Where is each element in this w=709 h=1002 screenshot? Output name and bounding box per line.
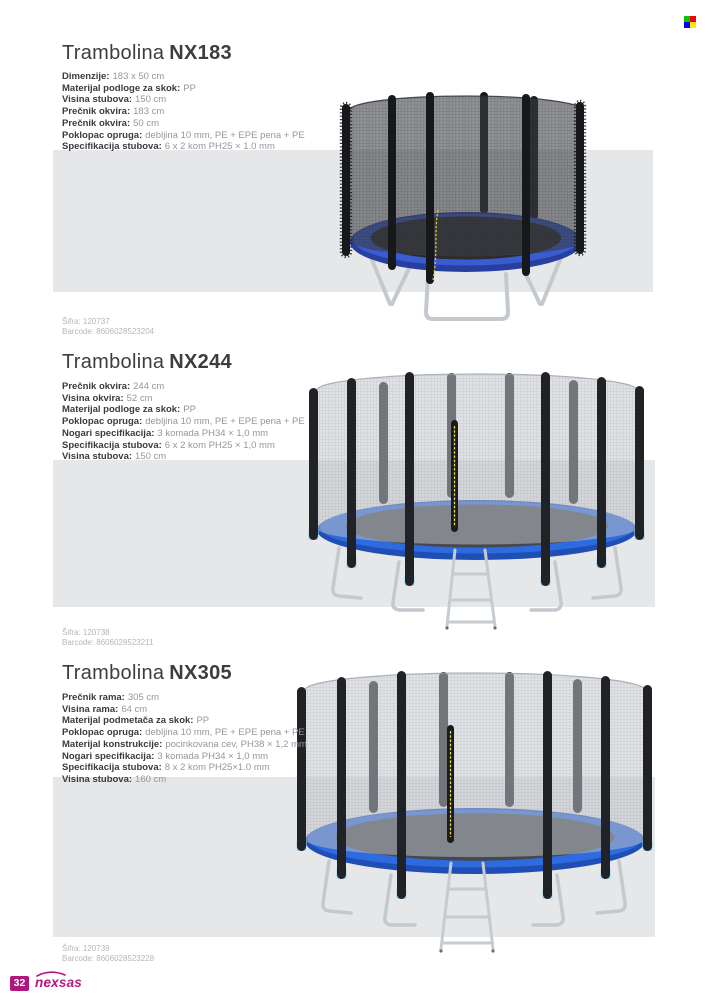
spec-label: Visina okvira: — [62, 392, 124, 404]
spec-label: Materijal podloge za skok: — [62, 404, 181, 416]
barcode-label: Barcode: — [62, 638, 95, 647]
spec-row — [62, 393, 305, 405]
spec-label: Visina rama: — [62, 703, 119, 715]
logo-square-yellow-icon — [690, 22, 696, 28]
code-value: 120739 — [82, 944, 110, 953]
product-title-nx244 — [62, 351, 232, 374]
spec-value: pocinkovana cev, PH38 × 1,2 mm — [165, 738, 307, 750]
code-value: 120738 — [82, 628, 110, 637]
spec-value: PP — [183, 404, 196, 416]
product-title-prefix: Trambolina — [62, 42, 165, 64]
spec-row — [62, 118, 305, 130]
spec-value: 6 x 2 kom PH25 × 1.0 mm — [164, 141, 275, 153]
spec-label: Specifikacija stubova: — [62, 439, 162, 451]
spec-value: debljina 10 mm, PE + EPE pena + PE — [145, 727, 305, 739]
spec-label: Poklopac opruga: — [62, 416, 143, 428]
spec-row — [62, 692, 307, 704]
spec-label: Prečnik rama: — [62, 692, 125, 703]
spec-row — [62, 774, 307, 786]
spec-value: 150 cm — [135, 451, 167, 463]
spec-label: Poklopac opruga: — [62, 727, 143, 739]
spec-row — [62, 71, 305, 83]
product-model: NX305 — [169, 662, 232, 684]
trampoline-image-nx183 — [334, 92, 598, 326]
spec-label: Nogari specifikacija: — [62, 427, 155, 439]
spec-row — [62, 141, 305, 153]
product-title-prefix: Trambolina — [62, 662, 165, 684]
page-number: 32 — [10, 976, 29, 991]
spec-row — [62, 381, 305, 393]
spec-label: Nogari specifikacija: — [62, 750, 155, 762]
barcode-label: Barcode: — [62, 327, 95, 336]
spec-label: Prečnik okvira: — [62, 381, 131, 392]
spec-label: Prečnik okvira: — [62, 106, 131, 118]
barcode-label: Barcode: — [62, 954, 95, 963]
spec-row — [62, 404, 305, 416]
spec-row — [62, 106, 305, 118]
spec-label: Materijal podmetača za skok: — [62, 715, 194, 727]
product-model: NX183 — [169, 42, 232, 64]
spec-label: Poklopac opruga: — [62, 129, 143, 141]
spec-row — [62, 416, 305, 428]
spec-value: PP — [196, 715, 210, 727]
spec-label: Prečnik okvira: — [62, 117, 131, 129]
product-title-nx183 — [62, 42, 232, 65]
spec-value: 244 cm — [133, 381, 165, 392]
code-block-nx305 — [62, 944, 154, 964]
spec-list-nx305 — [62, 692, 307, 786]
spec-row — [62, 83, 305, 95]
code-label: Šifra: — [62, 317, 81, 326]
barcode-value: 8606028523211 — [96, 638, 154, 647]
brand-logo — [35, 975, 82, 990]
spec-value: 160 cm — [135, 773, 167, 785]
spec-value: 8 x 2 kom PH25×1.0 mm — [164, 762, 270, 774]
product-title-nx305 — [62, 662, 232, 685]
spec-label: Specifikacija stubova: — [62, 141, 162, 153]
product-model: NX244 — [169, 351, 232, 373]
spec-label: Visina stubova: — [62, 773, 133, 785]
spec-value: 3 komada PH34 × 1,0 mm — [157, 427, 269, 439]
code-label: Šifra: — [62, 628, 81, 637]
code-block-nx244 — [62, 628, 154, 648]
spec-list-nx244 — [62, 381, 305, 463]
trampoline-image-nx244 — [303, 372, 651, 640]
publisher-logo-icon — [684, 16, 696, 28]
spec-value: 50 cm — [133, 117, 159, 129]
spec-label: Materijal podloge za skok: — [62, 82, 181, 94]
trampoline-image-nx305 — [291, 671, 659, 959]
code-value: 120737 — [82, 317, 110, 326]
spec-value: 183 x 50 cm — [112, 71, 165, 82]
spec-row — [62, 451, 305, 463]
brand-text-nex: nex — [35, 975, 59, 990]
spec-value: 183 cm — [133, 106, 165, 118]
barcode-value: 8606028523228 — [96, 954, 155, 963]
spec-value: debljina 10 mm, PE + EPE pena + PE — [145, 416, 305, 428]
spec-list-nx183 — [62, 71, 305, 153]
spec-label: Visina stubova: — [62, 94, 133, 106]
spec-row — [62, 751, 307, 763]
spec-value: 6 x 2 kom PH25 × 1,0 mm — [164, 439, 275, 451]
spec-row — [62, 739, 307, 751]
spec-label: Specifikacija stubova: — [62, 762, 162, 774]
spec-label: Materijal konstrukcije: — [62, 738, 163, 750]
spec-row — [62, 704, 307, 716]
spec-value: 64 cm — [121, 703, 148, 715]
product-title-prefix: Trambolina — [62, 351, 165, 373]
spec-row — [62, 94, 305, 106]
spec-row — [62, 715, 307, 727]
spec-value: 150 cm — [135, 94, 167, 106]
spec-label: Visina stubova: — [62, 451, 133, 463]
spec-row — [62, 727, 307, 739]
brand-text-sas: sas — [58, 975, 82, 990]
spec-label: Dimenzije: — [62, 71, 110, 82]
spec-row — [62, 762, 307, 774]
spec-value: debljina 10 mm, PE + EPE pena + PE — [145, 129, 305, 141]
spec-row — [62, 130, 305, 142]
spec-value: 52 cm — [126, 392, 153, 404]
spec-value: 3 komada PH34 × 1,0 mm — [157, 750, 269, 762]
barcode-value: 8606028523204 — [96, 327, 155, 336]
spec-row — [62, 440, 305, 452]
spec-value: 305 cm — [127, 692, 159, 703]
code-label: Šifra: — [62, 944, 81, 953]
spec-value: PP — [183, 82, 196, 94]
code-block-nx183 — [62, 317, 154, 337]
spec-row — [62, 428, 305, 440]
